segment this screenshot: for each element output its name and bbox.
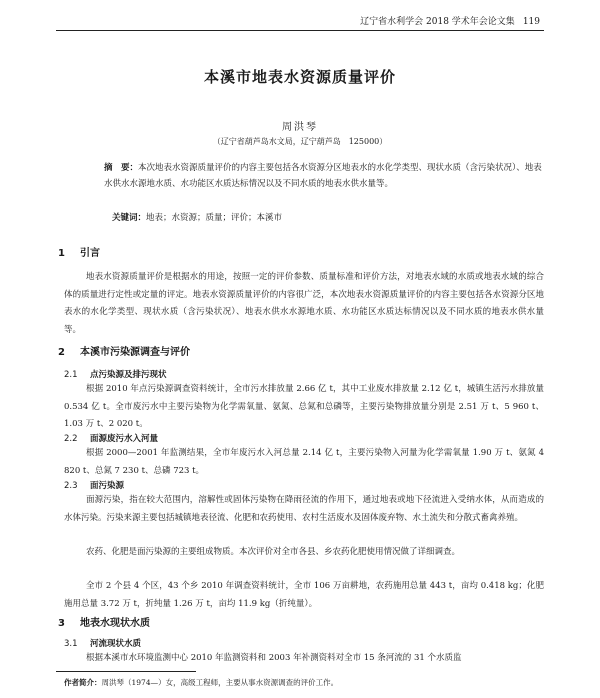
author-name: 周洪琴 (282, 122, 318, 133)
section-heading-2 (58, 343, 190, 358)
section-number: 3 (58, 618, 65, 629)
keywords-text: 地表；水资源；质量；评价；本溪市 (146, 213, 283, 223)
footnote-label: 作者简介： (64, 678, 102, 687)
paragraph-2-3-b: 农药、化肥是面污染源的主要组成物质。本次评价对全市各县、乡农药化肥使用情况做了详细调查。 (86, 547, 461, 557)
paragraph-3-1: 根据本溪市水环境监测中心 2010 年监测资料和 2003 年补测资料对全市 15 条河流的 31 个水质监 (86, 653, 462, 663)
subsection-number: 2.2 (64, 434, 78, 444)
subsection-heading-2-3 (64, 479, 124, 491)
subsection-title: 面源废污水入河量 (90, 434, 159, 444)
abstract-text: 本次地表水资源质量评价的内容主要包括各水资源分区地表水的水化学类型、现状水质（含污染状况）、地表水供水水源地水质、水功能区水质达标情况以及不同水质的地表水供水量等。 (104, 163, 542, 189)
abstract (104, 160, 544, 192)
author-affiliation: （辽宁省葫芦岛水文局，辽宁葫芦岛 125000） (212, 137, 388, 146)
subsection-heading-2-2 (64, 432, 158, 444)
paragraph-2-2: 根据 2000—2001 年监测结果，全市年废污水入河总量 2.14 亿 t，主要污染物入河量为化学需氧量 1.90 万 t、氨氮 4 820 t、总氮 7 230 t、总磷 723 t。 (64, 448, 544, 476)
section-heading-1 (58, 244, 100, 259)
subsection-heading-3-1 (64, 637, 141, 649)
keywords-label: 关键词： (112, 213, 147, 223)
section-number: 2 (58, 347, 65, 358)
running-header (300, 14, 540, 27)
footnote-text: 周洪琴（1974—）女，高级工程师，主要从事水资源调查的评价工作。 (101, 678, 339, 687)
footnote-rule (56, 671, 196, 672)
subsection-title: 河流现状水质 (90, 639, 142, 649)
section-heading-3 (58, 614, 150, 629)
paragraph-intro: 地表水资源质量评价是根据水的用途，按照一定的评价参数、质量标准和评价方法，对地表水域的水质或地表水域的综合体的质量进行定性或定量的评定。地表水资源质量评价的内容很广泛，本次地表水资源质量评价的内容主要包括各水资源分区地表水的水化学类型、现状水质（含污染状况）、地表水供水水源地水质、水功能区水质达标情况以及不同水质的地表水供水量等。 (64, 272, 544, 335)
page-number: 119 (522, 17, 540, 27)
paragraph-2-3-c: 全市 2 个县 4 个区，43 个乡 2010 年调查资料统计，全市 106 万亩耕地，农药施用总量 443 t，亩均 0.418 kg；化肥施用总量 3.72 万 t，折纯量 1.26 万 t，亩均 11.9 kg（折纯量）。 (64, 581, 544, 609)
subsection-number: 3.1 (64, 639, 78, 649)
paper-title: 本溪市地表水资源质量评价 (203, 68, 396, 86)
paragraph-2-1: 根据 2010 年点污染源调查资料统计，全市污水排放量 2.66 亿 t，其中工业废水排放量 2.12 亿 t，城镇生活污水排放量 0.534 亿 t。全市废污水中主要污染物为化学需氧量、氨氮、总氮和总磷等，主要污染物排放量分别是 2.51 万 t、5 960 t、1.03 万 t、2 020 t。 (64, 384, 544, 429)
subsection-number: 2.3 (64, 481, 78, 491)
paragraph-2-3-a: 面源污染，指在较大范围内，溶解性或固体污染物在降雨径流的作用下，通过地表或地下径流进入受纳水体，从而造成的水体污染。污染来源主要包括城镇地表径流、化肥和农药使用、农村生活废水及固体废弃物、水土流失和分散式畜禽养殖。 (64, 495, 544, 523)
section-title: 引言 (80, 248, 100, 259)
subsection-title: 点污染源及排污现状 (90, 370, 167, 380)
subsection-title: 面污染源 (90, 481, 125, 491)
subsection-number: 2.1 (64, 370, 78, 380)
keywords (112, 211, 532, 223)
section-title: 本溪市污染源调查与评价 (80, 347, 190, 358)
section-title: 地表水现状水质 (80, 618, 150, 629)
footnote (64, 677, 544, 688)
subsection-heading-2-1 (64, 368, 167, 380)
abstract-label: 摘 要： (104, 163, 139, 173)
section-number: 1 (58, 248, 65, 259)
journal-name: 辽宁省水利学会 2018 学术年会论文集 (360, 17, 515, 27)
header-rule (56, 30, 544, 31)
